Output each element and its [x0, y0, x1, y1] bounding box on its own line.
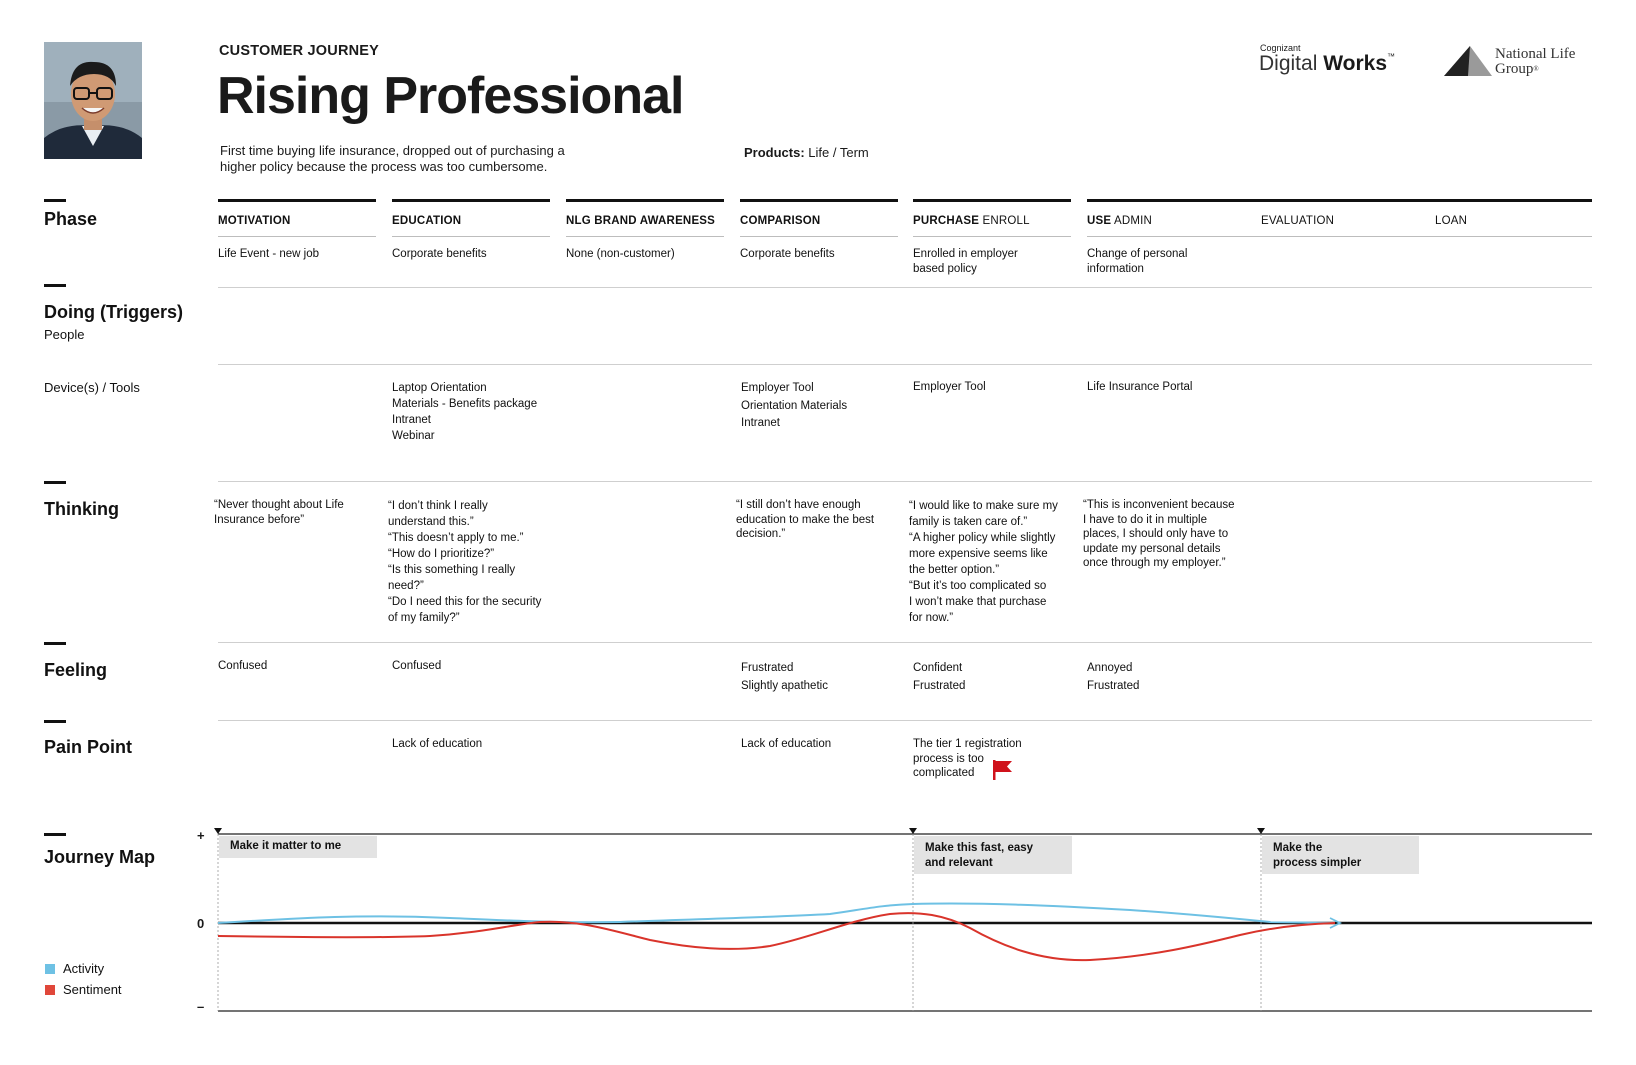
marker-triangle	[214, 828, 222, 834]
phase-purchase-enroll: PURCHASE ENROLL	[913, 215, 1030, 227]
callout-make-process-simpler: Make the process simpler	[1262, 836, 1419, 874]
phase-topbar	[566, 199, 724, 202]
thinking-section-dash	[44, 481, 66, 484]
axis-zero-label: 0	[197, 916, 205, 931]
feeling-cell: Confused	[218, 660, 268, 672]
devices-cell: Laptop Orientation Materials - Benefits package Intranet Webinar	[392, 382, 538, 442]
callout-make-it-matter: Make it matter to me	[219, 836, 377, 858]
devices-cell: Employer Tool Orientation Materials Intranet	[741, 382, 848, 429]
phase-topbar	[218, 199, 376, 202]
national-life-wordmark	[1495, 47, 1575, 77]
phase-topbar	[392, 199, 550, 202]
thinking-cell: “I don’t think I really understand this.” “This doesn’t apply to me.” “How do I prioritize?” “Is this something I really need?” “Do I need this for the security of my family?”	[388, 500, 542, 624]
eyebrow-label: CUSTOMER JOURNEY	[219, 43, 380, 59]
row-divider	[218, 720, 1592, 721]
persona-photo	[44, 42, 142, 159]
doing-section-dash	[44, 284, 66, 287]
page-title: Rising Professional	[217, 67, 684, 125]
doing-section-label: Doing (Triggers)	[44, 302, 183, 322]
people-cell: None (non-customer)	[566, 248, 675, 260]
products-value: Life / Term	[808, 145, 869, 160]
feeling-cell: Confident Frustrated	[913, 662, 966, 692]
digital-word: Digital	[1259, 52, 1318, 75]
phase-nlg-brand-awareness: NLG BRAND AWARENESS	[566, 215, 716, 227]
digital-works-logo	[1259, 52, 1395, 76]
thinking-cell: “I would like to make sure my family is taken care of.” “A higher policy while slightly more expensive seems like the better option.” “But it’s too complicated so I won’t make that purchase for now.”	[909, 500, 1058, 624]
phase-comparison: COMPARISON	[740, 215, 821, 227]
phase-underline	[218, 236, 376, 237]
feeling-cell: Confused	[392, 660, 442, 672]
works-word: Works	[1323, 52, 1388, 75]
phase-topbar	[740, 199, 898, 202]
phase-education: EDUCATION	[392, 215, 462, 227]
phase-use-admin: USE ADMIN	[1087, 215, 1153, 227]
thinking-cell: “This is inconvenient because I have to do it in multiple places, I should only have to update my personal details once through my employer.”	[1083, 499, 1235, 569]
feeling-section-label: Feeling	[44, 660, 108, 680]
pain-cell: The tier 1 registration process is too complicated	[913, 738, 1022, 779]
axis-plus-label: +	[197, 828, 205, 843]
journey-section-label: Journey Map	[44, 847, 156, 867]
people-cell: Enrolled in employer based policy	[913, 248, 1018, 275]
phase-underline	[566, 236, 724, 237]
thinking-cell: “I still don’t have enough education to make the best decision.”	[736, 499, 875, 540]
callout-make-this-fast: Make this fast, easy and relevant	[914, 836, 1072, 874]
devices-row-label: Device(s) / Tools	[44, 380, 140, 395]
axis-minus-label: –	[197, 999, 205, 1014]
people-cell: Corporate benefits	[392, 248, 487, 260]
marker-triangle	[1257, 828, 1265, 834]
nlg-line2: Group®	[1495, 61, 1539, 77]
products-label: Products:	[744, 145, 805, 160]
phase-section-label: Phase	[44, 209, 98, 229]
row-divider	[218, 642, 1592, 643]
tm-mark: ™	[1387, 52, 1396, 61]
phase-loan: LOAN	[1435, 215, 1468, 227]
phase-underline	[740, 236, 898, 237]
pain-cell: Lack of education	[392, 738, 483, 750]
activity-line	[218, 903, 1335, 923]
row-divider	[218, 481, 1592, 482]
phase-motivation: MOTIVATION	[218, 215, 291, 227]
people-row-label: People	[44, 327, 85, 342]
feeling-section-dash	[44, 642, 66, 645]
activity-swatch	[45, 964, 55, 974]
people-cell: Life Event - new job	[218, 248, 320, 260]
feeling-cell: Annoyed Frustrated	[1087, 662, 1140, 692]
phase-topbar	[913, 199, 1071, 202]
phase-underline	[1218, 236, 1592, 237]
phase-topbar	[1087, 199, 1592, 202]
cognizant-label: Cognizant	[1260, 43, 1301, 53]
pain-section-dash	[44, 720, 66, 723]
people-cell: Corporate benefits	[740, 248, 835, 260]
pain-cell: Lack of education	[741, 738, 832, 750]
phase-underline	[1087, 236, 1245, 237]
national-life-mountain-icon	[1442, 44, 1494, 78]
nlg-line1: National Life	[1495, 46, 1576, 62]
devices-cell: Life Insurance Portal	[1087, 381, 1193, 393]
devices-cell: Employer Tool	[913, 381, 986, 393]
flag-icon	[991, 758, 1015, 782]
row-divider	[218, 364, 1592, 365]
registered-mark: ®	[1533, 65, 1539, 73]
sentiment-line	[218, 913, 1335, 960]
phase-section-dash	[44, 199, 66, 202]
phase-underline	[392, 236, 550, 237]
feeling-cell: Frustrated Slightly apathetic	[741, 662, 828, 692]
sentiment-swatch	[45, 985, 55, 995]
people-cell: Change of personal information	[1087, 248, 1188, 275]
row-divider	[218, 287, 1592, 288]
pain-section-label: Pain Point	[44, 737, 133, 757]
marker-triangle	[909, 828, 917, 834]
thinking-section-label: Thinking	[44, 499, 119, 519]
phase-evaluation: EVALUATION	[1261, 215, 1335, 227]
legend-sentiment: Sentiment	[63, 982, 122, 997]
phase-underline	[913, 236, 1071, 237]
thinking-cell: “Never thought about Life Insurance before”	[214, 499, 344, 526]
persona-description: First time buying life insurance, dropped out of purchasing a higher policy because the process was too cumbersome.	[220, 143, 565, 174]
products-line	[744, 145, 869, 160]
legend-activity: Activity	[63, 961, 105, 976]
